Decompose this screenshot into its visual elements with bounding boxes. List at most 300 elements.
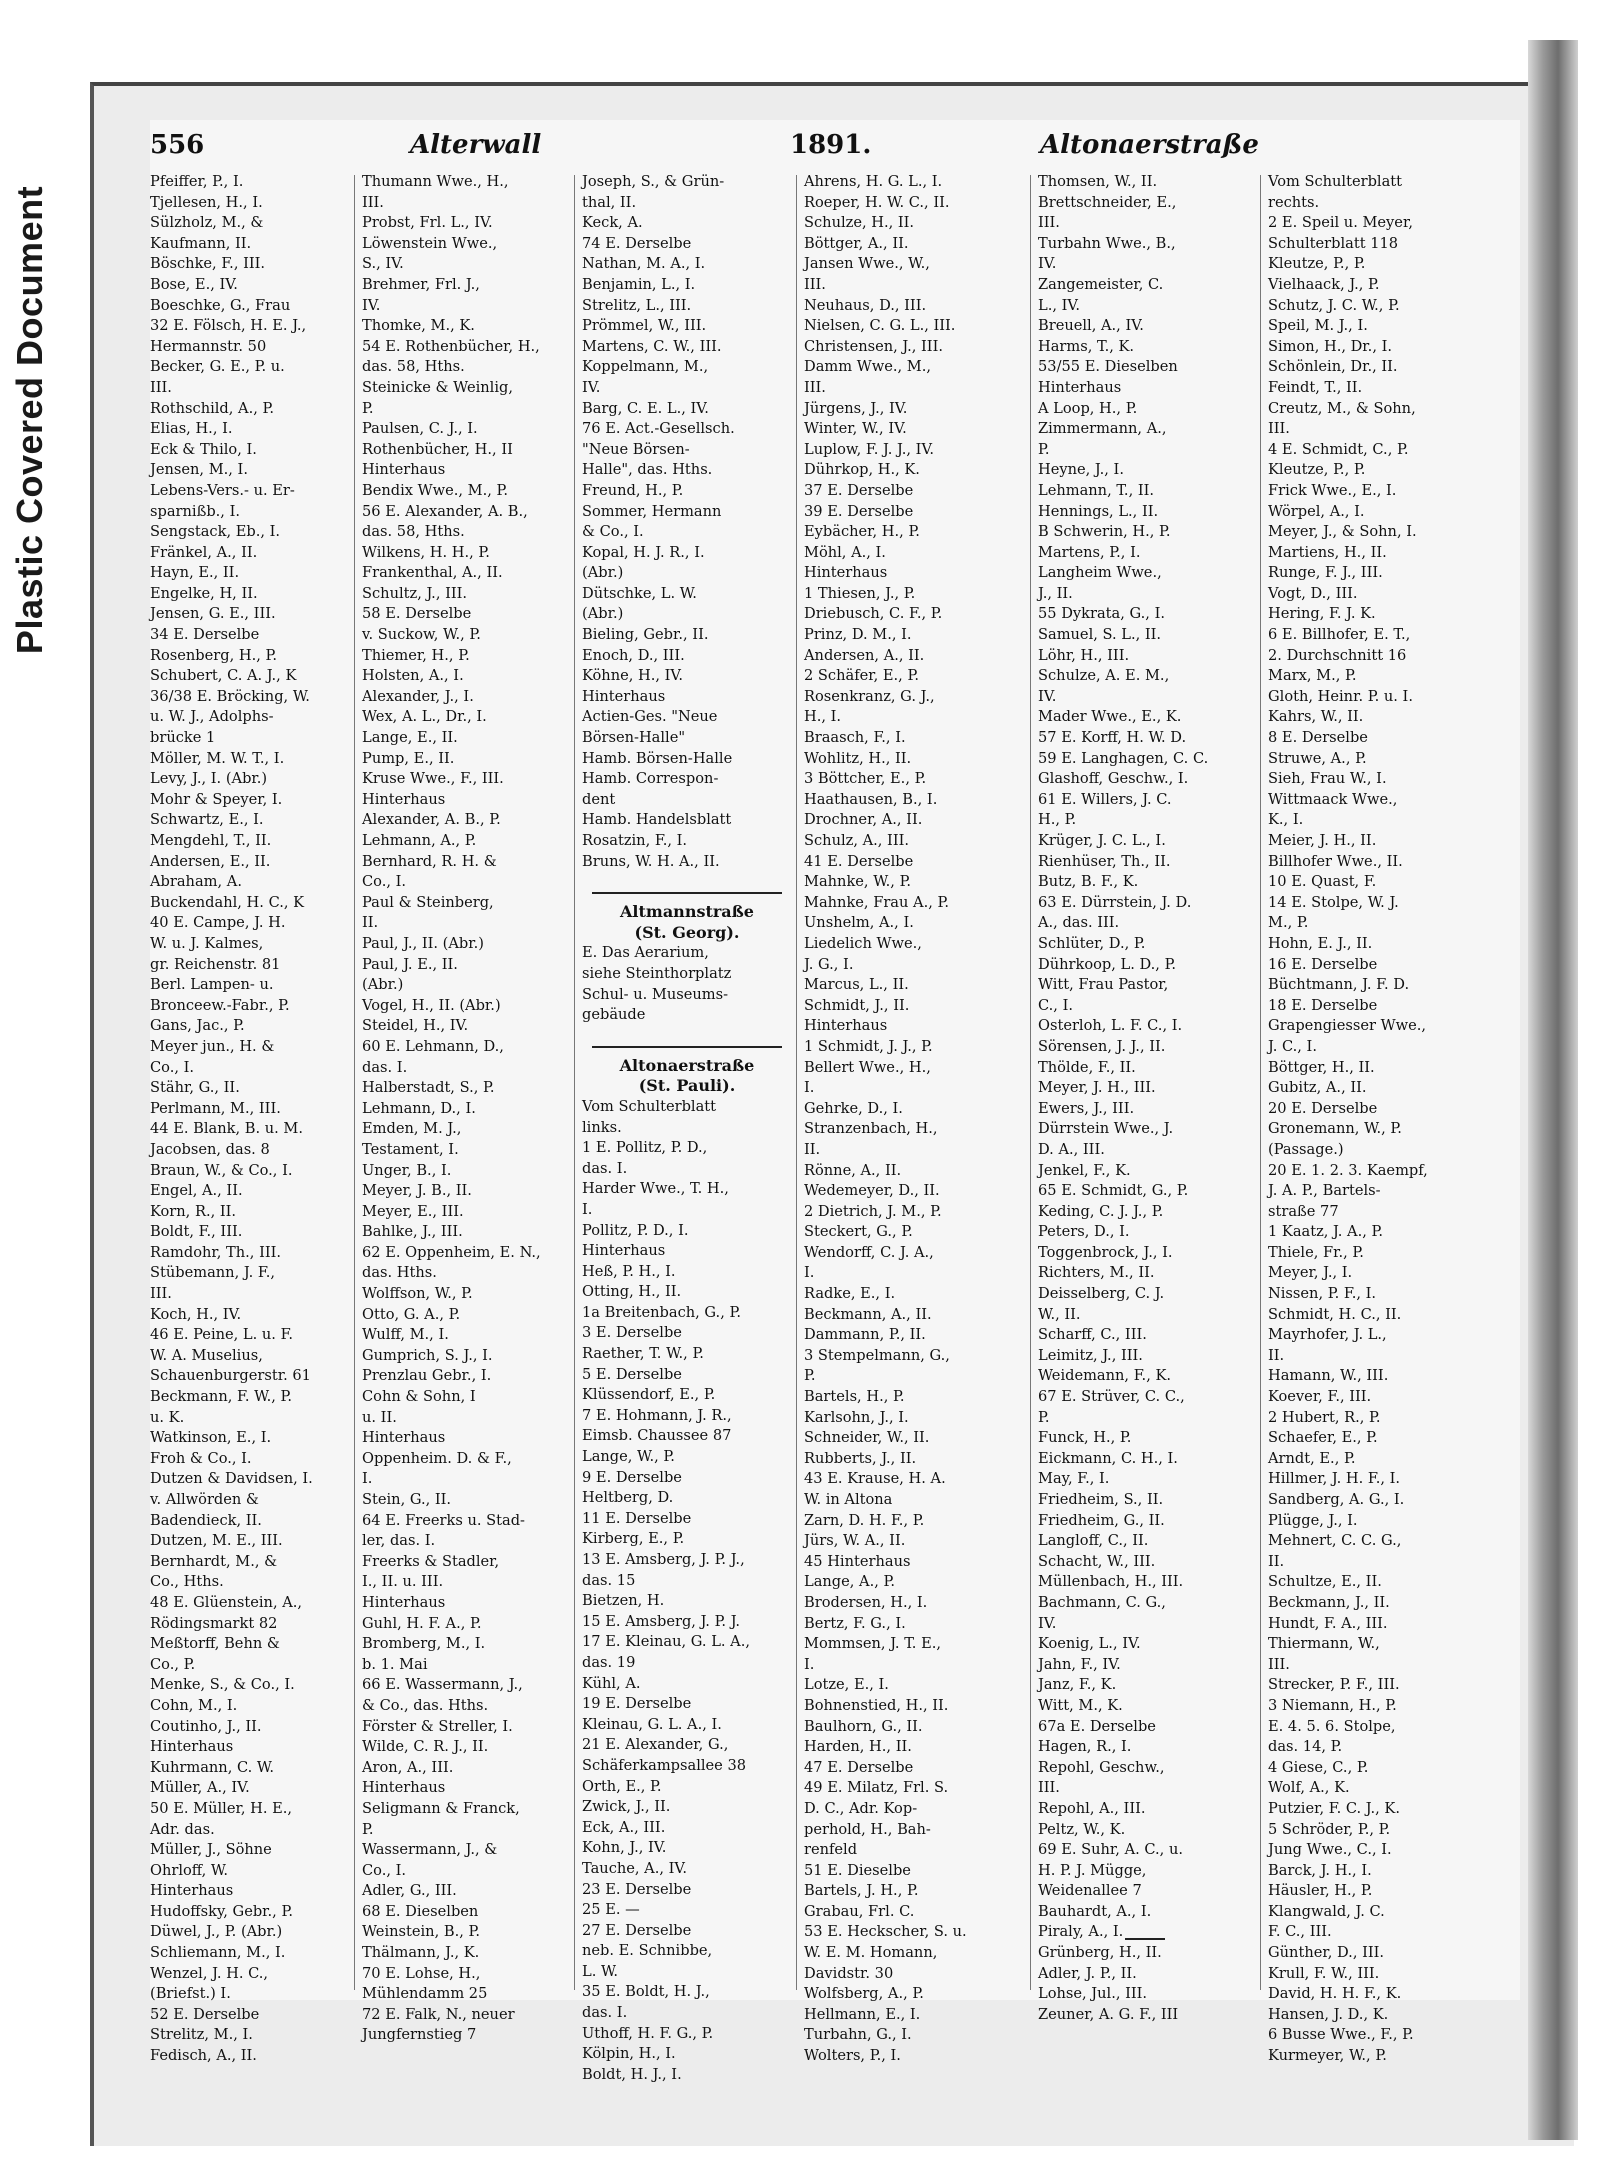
- directory-entry: 46 E. Peine, L. u. F.: [150, 1326, 294, 1344]
- directory-entry: Eck, A., III.: [582, 1818, 666, 1836]
- directory-entry: Schulz, A., III.: [804, 832, 909, 849]
- directory-entry: Watkinson, E., I.: [150, 1429, 272, 1447]
- directory-entry: Köhne, H., IV.: [582, 667, 684, 685]
- directory-entry: Grabau, Frl. C.: [804, 1902, 915, 1920]
- directory-entry: Lehmann, T., II.: [1038, 481, 1155, 499]
- directory-entry: Froh & Co., I.: [150, 1449, 252, 1467]
- directory-entry: ler, das. I.: [362, 1532, 436, 1550]
- directory-entry: Meier, J. H., II.: [1268, 832, 1377, 849]
- directory-entry: Roeper, H. W. C., II.: [804, 193, 950, 211]
- directory-entry: Bendix Wwe., M., P.: [362, 481, 509, 499]
- directory-entry: Harden, H., II.: [804, 1738, 912, 1756]
- directory-entry: Pfeiffer, P., I.: [150, 173, 244, 190]
- directory-entry: Orth, E., P.: [582, 1777, 662, 1795]
- directory-entry: Mahnke, Frau A., P.: [804, 893, 949, 911]
- directory-entry: das. 14, P.: [1268, 1738, 1343, 1756]
- directory-entry: Vogel, H., II. (Abr.): [362, 996, 501, 1014]
- directory-entry: P.: [804, 1367, 816, 1385]
- directory-entry: Bieling, Gebr., II.: [582, 626, 709, 644]
- directory-entry: Schwartz, E., I.: [150, 811, 264, 829]
- directory-entry: Otto, G. A., P.: [362, 1305, 461, 1323]
- directory-entry: 69 E. Suhr, A. C., u.: [1038, 1841, 1184, 1859]
- directory-entry: Repohl, Geschw.,: [1038, 1758, 1165, 1776]
- directory-entry: Co., I.: [150, 1058, 195, 1076]
- directory-entry: L. W.: [582, 1962, 619, 1980]
- directory-entry: Eybächer, H., P.: [804, 523, 920, 541]
- directory-entry: W., II.: [1038, 1305, 1081, 1323]
- directory-entry: Stranzenbach, H.,: [804, 1120, 938, 1138]
- directory-entry: Boldt, F., III.: [150, 1223, 243, 1241]
- directory-entry: Testament, I.: [362, 1140, 459, 1158]
- directory-entry: Möhl, A., I.: [804, 543, 886, 561]
- directory-entry: Funck, H., P.: [1038, 1429, 1132, 1447]
- directory-entry: I.: [804, 1655, 815, 1673]
- directory-entry: Frankenthal, A., II.: [362, 564, 503, 582]
- directory-entry: Böschke, F., III.: [150, 255, 266, 273]
- directory-entry: Hennings, L., II.: [1038, 502, 1159, 520]
- directory-entry: 52 E. Derselbe: [150, 2005, 260, 2023]
- directory-entry: Simon, H., Dr., I.: [1268, 337, 1393, 355]
- directory-entry: K., I.: [1268, 811, 1304, 829]
- directory-entry: III.: [362, 193, 384, 211]
- directory-entry: Hagen, R., I.: [1038, 1738, 1132, 1756]
- directory-entry: Strecker, P. F., III.: [1268, 1676, 1400, 1694]
- directory-entry: Rubberts, J., II.: [804, 1449, 917, 1467]
- directory-entry: 48 E. Glüenstein, A.,: [150, 1593, 303, 1611]
- directory-entry: Lehmann, D., I.: [362, 1099, 476, 1117]
- directory-entry: Wendorff, C. J. A.,: [804, 1243, 934, 1261]
- directory-entry: Fedisch, A., II.: [150, 2047, 257, 2065]
- directory-entry: Elias, H., I.: [150, 420, 233, 438]
- directory-entry: W. A. Muselius,: [150, 1346, 263, 1364]
- directory-entry: Joseph, S., & Grün-: [582, 173, 725, 190]
- directory-entry: 35 E. Boldt, H. J.,: [582, 1983, 710, 2001]
- directory-entry: Tjellesen, H., I.: [150, 193, 263, 211]
- directory-entry: Bellert Wwe., H.,: [804, 1058, 931, 1076]
- directory-entry: Meyer, J. H., III.: [1038, 1079, 1156, 1097]
- directory-entry: das. 58, Hths.: [362, 523, 465, 541]
- directory-entry: Nielsen, C. G. L., III.: [804, 317, 956, 335]
- directory-entry: Bromberg, M., I.: [362, 1635, 486, 1653]
- directory-entry: Sieh, Frau W., I.: [1268, 770, 1387, 788]
- directory-entry: Hinterhaus: [362, 461, 446, 479]
- directory-entry: 15 E. Amsberg, J. P. J.: [582, 1612, 741, 1630]
- directory-entry: Mader Wwe., E., K.: [1038, 708, 1182, 726]
- directory-entry: Lehmann, A., P.: [362, 832, 477, 849]
- page-number: 556: [150, 130, 205, 160]
- directory-entry: Engelke, H, II.: [150, 584, 258, 602]
- directory-entry: Adler, G., III.: [362, 1882, 457, 1900]
- directory-entry: Baulhorn, G., II.: [804, 1717, 923, 1735]
- directory-entry: 2 Hubert, R., P.: [1268, 1408, 1381, 1426]
- directory-page: [150, 120, 1520, 2083]
- directory-entry: J. A. P., Bartels-: [1268, 1182, 1381, 1200]
- directory-entry: W. in Altona: [804, 1491, 893, 1508]
- directory-entry: Kleinau, G. L. A., I.: [582, 1715, 722, 1733]
- directory-entry: Rosenkranz, G. J.,: [804, 687, 935, 705]
- directory-entry: Meyer, J., I.: [1268, 1264, 1353, 1282]
- directory-entry: Klangwald, J. C.: [1268, 1902, 1385, 1920]
- column-divider: [1260, 175, 1261, 1990]
- directory-entry: Brehmer, Frl. J.,: [362, 275, 480, 293]
- directory-entry: Bertz, F. G., I.: [804, 1614, 906, 1632]
- directory-entry: Paul & Steinberg,: [362, 893, 494, 911]
- directory-entry: E. Das Aerarium,: [582, 944, 709, 962]
- directory-entry: Andersen, A., II.: [804, 646, 925, 664]
- directory-entry: 8 E. Derselbe: [1268, 729, 1368, 747]
- directory-entry: Rosenberg, H., P.: [150, 646, 278, 664]
- directory-entry: Sandberg, A. G., I.: [1268, 1491, 1405, 1508]
- directory-entry: 34 E. Derselbe: [150, 626, 260, 644]
- directory-entry: (Abr.): [582, 605, 624, 623]
- directory-entry: Wilde, C. R. J., II.: [362, 1738, 489, 1756]
- directory-entry: neb. E. Schnibbe,: [582, 1942, 713, 1960]
- directory-entry: Barg, C. E. L., IV.: [582, 399, 709, 417]
- directory-entry: Vom Schulterblatt: [1268, 173, 1403, 190]
- page-header: [150, 130, 1520, 170]
- directory-entry: III.: [804, 275, 826, 293]
- column-divider: [796, 175, 797, 1990]
- directory-entry: Actien-Ges. "Neue: [582, 708, 718, 726]
- directory-entry: Kahrs, W., II.: [1268, 708, 1364, 726]
- directory-entry: 11 E. Derselbe: [582, 1509, 692, 1527]
- directory-entry: Gloth, Heinr. P. u. I.: [1268, 687, 1413, 705]
- directory-entry: Jahn, F., IV.: [1038, 1655, 1121, 1673]
- directory-entry: Steidel, H., IV.: [362, 1017, 469, 1035]
- directory-entry: b. 1. Mai: [362, 1655, 428, 1673]
- directory-entry: 3 Stempelmann, G.,: [804, 1346, 950, 1364]
- directory-entry: IV.: [1038, 255, 1057, 273]
- directory-entry: C., I.: [1038, 996, 1073, 1014]
- directory-entry: Schliemann, M., I.: [150, 1944, 286, 1962]
- directory-entry: Hillmer, J. H. F., I.: [1268, 1470, 1401, 1488]
- directory-entry: Sengstack, Eb., I.: [150, 523, 281, 541]
- directory-entry: Holsten, A., I.: [362, 667, 464, 685]
- directory-entry: 37 E. Derselbe: [804, 481, 914, 499]
- directory-entry: Steinicke & Weinlig,: [362, 378, 513, 396]
- directory-entry: Uthoff, H. F. G., P.: [582, 2024, 714, 2042]
- directory-entry: 3 Böttcher, E., P.: [804, 770, 927, 788]
- directory-entry: Halle", das. Hths.: [582, 461, 713, 479]
- directory-entry: J., II.: [1038, 584, 1073, 602]
- directory-entry: Martens, C. W., III.: [582, 337, 722, 355]
- directory-entry: Schutz, J. C. W., P.: [1268, 296, 1400, 314]
- directory-entry: das. I.: [362, 1058, 408, 1076]
- directory-entry: Rönne, A., II.: [804, 1161, 902, 1179]
- directory-entry: 4 Giese, C., P.: [1268, 1758, 1369, 1776]
- directory-entry: Repohl, A., III.: [1038, 1799, 1146, 1817]
- directory-entry: III.: [1268, 1655, 1290, 1673]
- directory-entry: F. C., III.: [1268, 1923, 1332, 1941]
- directory-entry: 74 E. Derselbe: [582, 234, 692, 252]
- directory-entry: sparnißb., I.: [150, 502, 240, 520]
- directory-entry: P.: [362, 1820, 374, 1838]
- directory-entry: Bose, E., IV.: [150, 275, 238, 293]
- directory-entry: Schubert, C. A. J., K: [150, 667, 297, 685]
- directory-entry: Wilkens, H. H., P.: [362, 543, 490, 561]
- directory-entry: Meyer, J. B., II.: [362, 1182, 472, 1200]
- directory-entry: Lotze, E., I.: [804, 1676, 889, 1694]
- directory-entry: E. 4. 5. 6. Stolpe,: [1268, 1717, 1396, 1735]
- directory-entry: Lange, A., P.: [804, 1573, 896, 1591]
- directory-entry: Janz, F., K.: [1038, 1676, 1117, 1694]
- directory-entry: IV.: [1038, 687, 1057, 705]
- directory-entry: Jürgens, J., IV.: [804, 399, 908, 417]
- directory-entry: Schönlein, Dr., II.: [1268, 358, 1398, 376]
- end-rule: [1125, 1938, 1165, 1940]
- column-divider: [574, 175, 575, 1990]
- directory-entry: 40 E. Campe, J. H.: [150, 914, 286, 932]
- directory-entry: 43 E. Krause, H. A.: [804, 1470, 946, 1488]
- directory-entry: Böttger, H., II.: [1268, 1058, 1375, 1076]
- directory-entry: Weidenallee 7: [1038, 1882, 1142, 1900]
- directory-entry: Co., I.: [362, 873, 407, 891]
- directory-entry: Nissen, P. F., I.: [1268, 1285, 1377, 1303]
- directory-entry: Winter, W., IV.: [804, 420, 907, 438]
- directory-entry: Mayrhofer, J. L.,: [1268, 1326, 1387, 1344]
- directory-entry: 13 E. Amsberg, J. P. J.,: [582, 1551, 745, 1568]
- directory-entry: 47 E. Derselbe: [804, 1758, 914, 1776]
- directory-column-3: [582, 172, 792, 2083]
- directory-entry: Stein, G., II.: [362, 1491, 452, 1508]
- directory-entry: 9 E. Derselbe: [582, 1468, 682, 1486]
- directory-entry: 14 E. Stolpe, W. J.: [1268, 893, 1399, 911]
- directory-entry: Meyer, J., & Sohn, I.: [1268, 523, 1417, 541]
- directory-entry: Rödingsmarkt 82: [150, 1614, 278, 1632]
- directory-entry: Ohrloff, W.: [150, 1861, 229, 1879]
- directory-entry: Düwel, J., P. (Abr.): [150, 1923, 283, 1941]
- directory-entry: das. 19: [582, 1653, 636, 1671]
- column-divider: [1030, 175, 1031, 1990]
- side-label-text: Plastic Covered Document: [9, 185, 50, 655]
- directory-entry: I.: [582, 1200, 593, 1218]
- directory-entry: Zeuner, A. G. F., III: [1038, 2005, 1179, 2023]
- directory-entry: II.: [1268, 1346, 1285, 1364]
- directory-entry: Rothschild, A., P.: [150, 399, 275, 417]
- directory-entry: Hinterhaus: [804, 1017, 888, 1035]
- directory-entry: IV.: [1038, 1614, 1057, 1632]
- directory-entry: Aron, A., III.: [362, 1758, 454, 1776]
- directory-entry: Lange, E., II.: [362, 729, 458, 747]
- directory-entry: Hansen, J. D., K.: [1268, 2005, 1389, 2023]
- directory-entry: Radke, E., I.: [804, 1285, 896, 1303]
- directory-column-2: [362, 172, 570, 2044]
- directory-entry: Bronceew.-Fabr., P.: [150, 996, 290, 1014]
- directory-entry: Cohn & Sohn, I: [362, 1388, 476, 1406]
- directory-entry: Marx, M., P.: [1268, 667, 1357, 685]
- directory-entry: Driebusch, C. F., P.: [804, 605, 943, 623]
- directory-entry: Wedemeyer, D., II.: [804, 1182, 940, 1200]
- directory-entry: P.: [362, 399, 374, 417]
- directory-entry: Paul, J. E., II.: [362, 955, 458, 973]
- directory-entry: III.: [150, 378, 172, 396]
- directory-entry: H., I.: [804, 708, 842, 726]
- directory-entry: Jürs, W. A., II.: [804, 1532, 906, 1550]
- directory-entry: Gans, Jac., P.: [150, 1017, 245, 1035]
- directory-entry: Co., I.: [362, 1861, 407, 1879]
- directory-entry: Weidemann, F., K.: [1038, 1367, 1172, 1385]
- directory-entry: Gubitz, A., II.: [1268, 1079, 1367, 1097]
- directory-entry: Hudoffsky, Gebr., P.: [150, 1902, 293, 1920]
- directory-entry: Kohn, J., IV.: [582, 1839, 667, 1857]
- directory-entry: Wulff, M., I.: [362, 1326, 449, 1344]
- directory-entry: P.: [1038, 1408, 1050, 1426]
- directory-entry: Hinterhaus: [362, 1593, 446, 1611]
- right-street-title: Altonaerstraße: [1040, 130, 1259, 160]
- directory-entry: Hellmann, E., I.: [804, 2005, 921, 2023]
- directory-column-5: [1038, 172, 1256, 2023]
- directory-entry: 62 E. Oppenheim, E. N.,: [362, 1243, 541, 1261]
- directory-entry: Bachmann, C. G.,: [1038, 1593, 1166, 1611]
- directory-entry: May, F., I.: [1038, 1470, 1110, 1488]
- directory-entry: 55 Dykrata, G., I.: [1038, 605, 1165, 623]
- directory-entry: 3 Niemann, H., P.: [1268, 1696, 1397, 1714]
- directory-entry: 4 E. Schmidt, C., P.: [1268, 440, 1409, 458]
- directory-entry: 64 E. Freerks u. Stad-: [362, 1511, 525, 1529]
- directory-entry: Keding, C. J. J., P.: [1038, 1202, 1164, 1220]
- directory-entry: Hayn, E., II.: [150, 564, 240, 582]
- directory-entry: Jensen, M., I.: [150, 461, 248, 479]
- directory-entry: Arndt, E., P.: [1268, 1449, 1356, 1467]
- directory-entry: Seligmann & Franck,: [362, 1799, 520, 1817]
- directory-entry: Mengdehl, T., II.: [150, 832, 272, 849]
- directory-entry: (Abr.): [362, 976, 404, 994]
- directory-entry: Kopal, H. J. R., I.: [582, 543, 705, 561]
- directory-entry: Hinterhaus: [1038, 378, 1122, 396]
- directory-entry: I., II. u. III.: [362, 1573, 444, 1591]
- directory-entry: Peters, D., I.: [1038, 1223, 1130, 1241]
- directory-entry: Martiens, H., II.: [1268, 543, 1387, 561]
- directory-entry: Boeschke, G., Frau: [150, 296, 291, 314]
- directory-entry: Börsen-Halle": [582, 729, 686, 747]
- directory-entry: (Abr.): [582, 564, 624, 582]
- directory-entry: 67 E. Strüver, C. C.,: [1038, 1388, 1185, 1406]
- directory-entry: III.: [1268, 420, 1290, 438]
- directory-entry: S., IV.: [362, 255, 404, 273]
- directory-entry: Nathan, M. A., I.: [582, 255, 706, 273]
- directory-entry: Martens, P., I.: [1038, 543, 1141, 561]
- directory-entry: Wolters, P., I.: [804, 2047, 901, 2065]
- directory-entry: P.: [1038, 440, 1050, 458]
- directory-entry: u. W. J., Adolphs-: [150, 708, 274, 726]
- directory-entry: Thiemer, H., P.: [362, 646, 470, 664]
- directory-entry: "Neue Börsen-: [582, 440, 690, 458]
- directory-entry: Brodersen, H., I.: [804, 1593, 928, 1611]
- directory-entry: W. E. M. Homann,: [804, 1944, 938, 1962]
- directory-entry: 60 E. Lehmann, D.,: [362, 1037, 504, 1055]
- directory-entry: Heltberg, D.: [582, 1489, 674, 1507]
- directory-entry: 10 E. Quast, F.: [1268, 873, 1377, 891]
- directory-entry: 5 E. Derselbe: [582, 1365, 682, 1383]
- directory-entry: Emden, M. J.,: [362, 1120, 462, 1138]
- directory-entry: Heyne, J., I.: [1038, 461, 1124, 479]
- directory-entry: Böttger, A., II.: [804, 234, 909, 252]
- directory-entry: Müller, A., IV.: [150, 1779, 250, 1797]
- directory-entry: Hinterhaus: [804, 564, 888, 582]
- directory-entry: Scharff, C., III.: [1038, 1326, 1147, 1344]
- directory-entry: Rothenbücher, H., II: [362, 440, 513, 458]
- directory-entry: Löhr, H., III.: [1038, 646, 1130, 664]
- directory-entry: Thiermann, W.,: [1268, 1635, 1380, 1653]
- directory-entry: 51 E. Dieselbe: [804, 1861, 911, 1879]
- directory-entry: renfeld: [804, 1841, 858, 1859]
- directory-entry: straße 77: [1268, 1202, 1339, 1220]
- directory-entry: 67a E. Derselbe: [1038, 1717, 1156, 1735]
- directory-entry: Heß, P. H., I.: [582, 1262, 676, 1280]
- directory-entry: Schäferkampsallee 38: [582, 1756, 747, 1774]
- directory-entry: Coutinho, J., II.: [150, 1717, 262, 1735]
- directory-entry: 5 Schröder, P., P.: [1268, 1820, 1391, 1838]
- directory-entry: J. G., I.: [804, 955, 854, 973]
- directory-entry: Turbahn Wwe., B.,: [1038, 234, 1176, 252]
- directory-entry: Pump, E., II.: [362, 749, 455, 767]
- directory-entry: Prinz, D. M., I.: [804, 626, 912, 644]
- directory-entry: Wittmaack Wwe.,: [1268, 790, 1398, 808]
- directory-entry: H. P. J. Mügge,: [1038, 1861, 1147, 1879]
- directory-entry: Osterloh, L. F. C., I.: [1038, 1017, 1183, 1035]
- directory-entry: H., P.: [1038, 811, 1077, 829]
- directory-entry: 1 Thiesen, J., P.: [804, 584, 916, 602]
- directory-entry: Kirberg, E., P.: [582, 1530, 685, 1548]
- section-rule: [592, 878, 782, 894]
- directory-entry: Strelitz, L., III.: [582, 296, 692, 314]
- directory-entry: M., P.: [1268, 914, 1309, 932]
- directory-entry: Kuhrmann, C. W.: [150, 1758, 274, 1776]
- directory-entry: Klüssendorf, E., P.: [582, 1386, 716, 1404]
- directory-entry: Eickmann, C. H., I.: [1038, 1449, 1178, 1467]
- directory-entry: Zimmermann, A.,: [1038, 420, 1167, 438]
- directory-entry: Bruns, W. H. A., II.: [582, 852, 720, 870]
- directory-entry: Barck, J. H., I.: [1268, 1861, 1372, 1879]
- directory-entry: das. Hths.: [362, 1264, 437, 1282]
- directory-entry: Bartels, J. H., P.: [804, 1882, 919, 1900]
- directory-entry: 2. Durchschnitt 16: [1268, 646, 1407, 664]
- directory-entry: Müllenbach, H., III.: [1038, 1573, 1184, 1591]
- directory-entry: dent: [582, 790, 616, 808]
- directory-entry: 16 E. Derselbe: [1268, 955, 1378, 973]
- directory-entry: IV.: [582, 378, 601, 396]
- directory-entry: siehe Steinthorplatz: [582, 964, 732, 982]
- directory-entry: Vielhaack, J., P.: [1268, 275, 1380, 293]
- directory-entry: Co., P.: [150, 1655, 196, 1673]
- directory-entry: Hering, F. J. K.: [1268, 605, 1376, 623]
- directory-entry: das. I.: [582, 1159, 628, 1177]
- directory-entry: Unger, B., I.: [362, 1161, 452, 1179]
- directory-entry: I.: [362, 1470, 373, 1488]
- directory-entry: Wohlitz, H., II.: [804, 749, 912, 767]
- directory-entry: Hermannstr. 50: [150, 337, 267, 355]
- directory-entry: Schlüter, D., P.: [1038, 934, 1146, 952]
- directory-entry: 39 E. Derselbe: [804, 502, 914, 520]
- directory-entry: Drochner, A., II.: [804, 811, 923, 829]
- directory-entry: brücke 1: [150, 729, 216, 747]
- plastic-covered-label: [0, 140, 60, 700]
- directory-entry: Buckendahl, H. C., K: [150, 893, 305, 911]
- directory-entry: D. C., Adr. Kop-: [804, 1799, 918, 1817]
- directory-entry: Gehrke, D., I.: [804, 1099, 903, 1117]
- directory-entry: Krull, F. W., III.: [1268, 1964, 1380, 1982]
- directory-entry: Paul, J., II. (Abr.): [362, 934, 484, 952]
- directory-entry: Schmidt, J., II.: [804, 996, 910, 1014]
- directory-entry: Frick Wwe., E., I.: [1268, 481, 1397, 499]
- directory-entry: Alexander, A. B., P.: [362, 811, 501, 829]
- directory-entry: Andersen, E., II.: [150, 852, 271, 870]
- directory-entry: 49 E. Milatz, Frl. S.: [804, 1779, 949, 1797]
- directory-entry: Rienhüser, Th., II.: [1038, 852, 1171, 870]
- directory-entry: Dammann, P., II.: [804, 1326, 926, 1344]
- directory-entry: Friedheim, S., II.: [1038, 1491, 1164, 1508]
- directory-entry: Thomke, M., K.: [362, 317, 475, 335]
